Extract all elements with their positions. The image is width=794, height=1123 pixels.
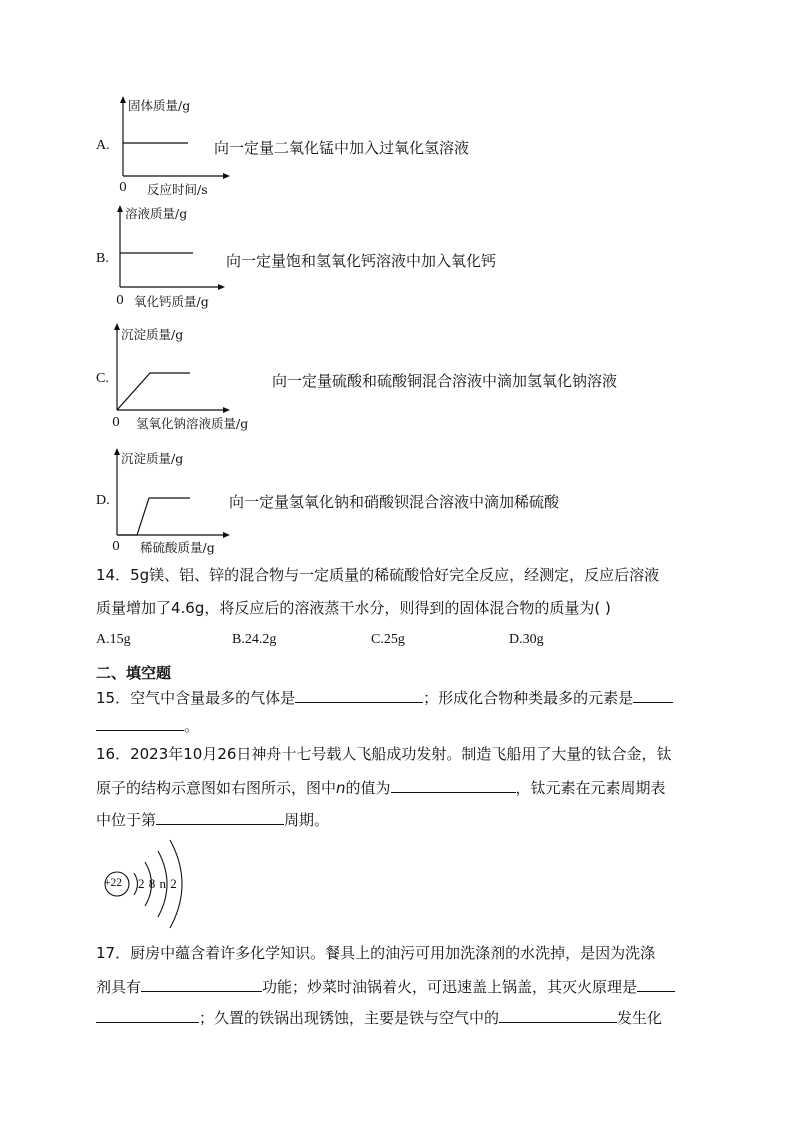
question-17-blank-2-end[interactable]	[96, 1008, 199, 1023]
option-d-ylabel: 沉淀质量/g	[121, 451, 184, 466]
option-d-origin: 0	[112, 538, 120, 553]
question-15-text-1: 15．空气中含量最多的气体是	[96, 689, 296, 707]
option-c-origin: 0	[112, 414, 120, 429]
question-17-line-2	[96, 977, 675, 995]
option-d-curve	[117, 498, 190, 535]
option-b-xlabel: 氧化钙质量/g	[134, 294, 209, 309]
atom-nucleus-charge: +22	[104, 877, 122, 889]
atom-shell-electrons: 2 8 n 2	[138, 876, 177, 891]
option-b-graph	[109, 205, 229, 295]
option-d-graph	[106, 448, 236, 543]
question-16-text-2a: 原子的结构示意图如右图所示，图中	[96, 779, 337, 797]
question-16-text-2c: ，钛元素在元素周期表	[515, 779, 666, 797]
question-14-choice-a[interactable]: A.15g	[96, 632, 131, 647]
option-b-x-arrow	[218, 284, 225, 290]
question-16-blank-1[interactable]	[391, 778, 516, 793]
question-16-text-3a: 中位于第	[96, 811, 157, 829]
question-15-blank-2-end[interactable]	[96, 716, 184, 731]
option-a-xlabel: 反应时间/s	[147, 182, 208, 197]
question-15-blank-1[interactable]	[295, 688, 423, 703]
question-16-line-3	[96, 810, 329, 828]
question-14-choice-c[interactable]: C.25g	[371, 632, 405, 647]
option-c-ylabel: 沉淀质量/g	[121, 327, 184, 342]
question-16-n-variable: n	[336, 779, 346, 797]
question-17-line-3	[96, 1008, 662, 1026]
option-a-letter: A.	[96, 138, 110, 153]
option-b-desc: 向一定量饱和氢氧化钙溶液中加入氧化钙	[226, 252, 497, 270]
question-15-end: 。	[184, 717, 200, 735]
question-14-line-2: 质量增加了4.6g，将反应后的溶液蒸干水分，则得到的固体混合物的质量为( )	[96, 599, 611, 617]
option-b-ylabel: 溶液质量/g	[125, 206, 188, 221]
question-14-choice-d[interactable]: D.30g	[509, 632, 544, 647]
option-b-origin: 0	[116, 292, 124, 307]
option-a-desc: 向一定量二氧化锰中加入过氧化氢溶液	[214, 139, 470, 157]
option-a-y-arrow	[120, 96, 126, 103]
question-15-line-1	[96, 688, 673, 706]
question-17-blank-2-start[interactable]	[637, 977, 675, 992]
option-a-x-arrow	[223, 173, 230, 179]
question-16-blank-2[interactable]	[156, 810, 284, 825]
question-17-blank-3[interactable]	[499, 1008, 617, 1023]
question-16-text-2b: 的值为	[345, 779, 391, 797]
option-a-ylabel: 固体质量/g	[128, 98, 191, 113]
question-15-line-2	[96, 716, 199, 734]
question-17-text-2b: 功能；炒菜时油锅着火，可迅速盖上锅盖，其灭火原理是	[262, 978, 638, 996]
option-d-desc: 向一定量氢氧化钠和硝酸钡混合溶液中滴加稀硫酸	[229, 493, 560, 511]
option-b-letter: B.	[96, 251, 109, 266]
question-15-text-2: ；形成化合物种类最多的元素是	[423, 689, 634, 707]
option-d-x-arrow	[223, 532, 230, 538]
option-b-y-arrow	[117, 205, 123, 212]
option-c-curve	[117, 373, 190, 410]
question-15-blank-2-start[interactable]	[633, 688, 673, 703]
option-c-xlabel: 氢氧化钠溶液质量/g	[136, 416, 249, 431]
option-d-letter: D.	[96, 493, 110, 508]
electron-shell-1	[134, 873, 138, 895]
question-17-line-1: 17．厨房中蕴含着许多化学知识。餐具上的油污可用加洗涤剂的水洗掉，是因为洗涤	[96, 944, 656, 962]
option-c-x-arrow	[223, 407, 230, 413]
section-title-fill-blank: 二、填空题	[96, 664, 172, 682]
question-17-text-3b: 发生化	[617, 1009, 663, 1027]
question-14-choice-b[interactable]: B.24.2g	[232, 632, 277, 647]
question-17-blank-1[interactable]	[141, 977, 262, 992]
option-c-desc: 向一定量硫酸和硫酸铜混合溶液中滴加氢氧化钠溶液	[272, 372, 618, 390]
option-d-y-arrow	[114, 448, 120, 455]
question-17-text-3a: ；久置的铁锅出现锈蚀，主要是铁与空气中的	[199, 1009, 500, 1027]
option-c-y-arrow	[114, 323, 120, 330]
option-a-origin: 0	[119, 179, 127, 194]
option-d-xlabel: 稀硫酸质量/g	[140, 540, 215, 555]
option-c-letter: C.	[96, 371, 109, 386]
question-16-line-2	[96, 778, 666, 796]
question-14-line-1: 14．5g镁、铝、锌的混合物与一定质量的稀硫酸恰好完全反应，经测定，反应后溶液	[96, 566, 660, 584]
option-c-graph	[106, 323, 236, 418]
question-17-text-2a: 剂具有	[96, 978, 142, 996]
question-16-text-3b: 周期。	[284, 811, 330, 829]
question-16-line-1: 16．2023年10月26日神舟十七号载人飞船成功发射。制造飞船用了大量的钛合金，钛	[96, 745, 672, 763]
